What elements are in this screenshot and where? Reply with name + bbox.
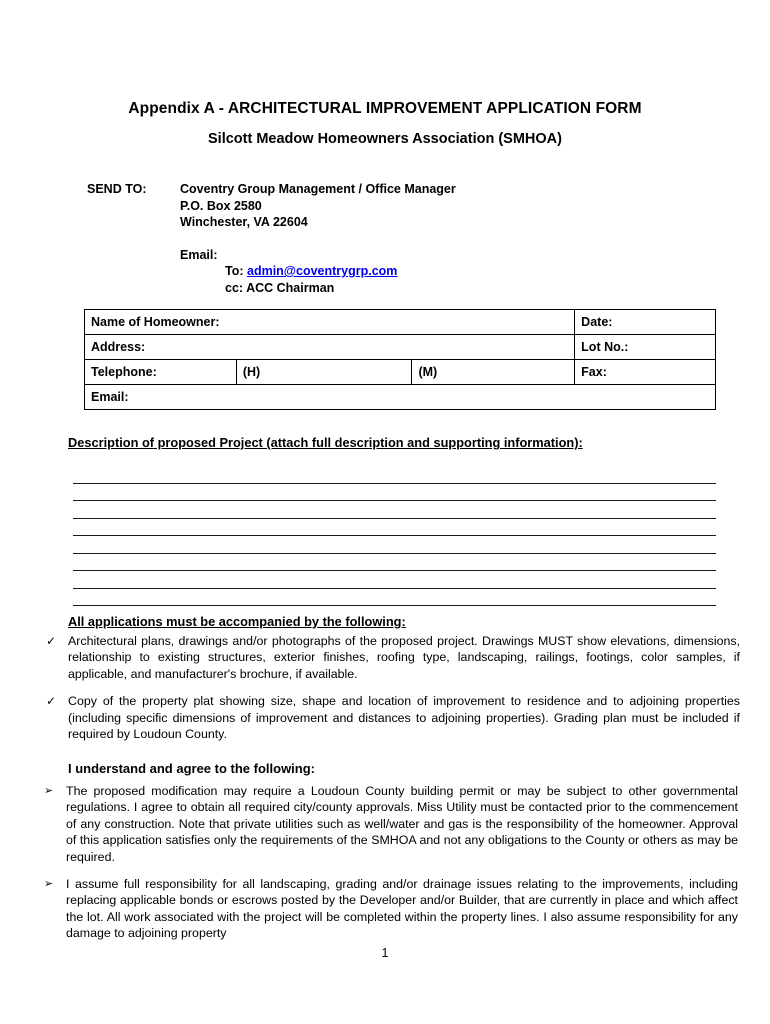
- list-item: [38, 783, 738, 865]
- blank-line[interactable]: [73, 501, 716, 519]
- field-email[interactable]: Email:: [85, 385, 716, 410]
- field-telephone-home[interactable]: (H): [236, 360, 412, 385]
- list-item-text: I assume full responsibility for all landscaping, grading and/or drainage issues relating to the improvements, including replacing applicable bonds or escrows posted by the Developer and/or Builder, that are currently in place and which affect the lot. All work associated with the project will be completed within the property lines. I also assume responsibility for any damage to adjoining property: [66, 877, 738, 941]
- check-mark-icon: ✓: [46, 634, 57, 648]
- field-address[interactable]: Address:: [85, 335, 575, 360]
- table-row: [85, 385, 716, 410]
- arrowhead-icon: ➢: [44, 878, 54, 891]
- agreement-list: [38, 783, 738, 953]
- email-label: Email:: [180, 247, 218, 262]
- blank-line[interactable]: [73, 484, 716, 502]
- check-mark-icon: ✓: [46, 694, 57, 709]
- email-to-prefix: To:: [225, 264, 244, 278]
- send-to-line-3: Winchester, VA 22604: [180, 215, 308, 229]
- list-item-text: Copy of the property plat showing size, shape and location of improvement to residence and to adjoining properties (including specific dimensions of improvement and distances to adjoining properties). Grading plan must be included if required by Loudoun County.: [68, 694, 740, 742]
- table-row: [85, 360, 716, 385]
- admin-email-link[interactable]: admin@coventrygrp.com: [247, 264, 398, 278]
- send-to-email-block: [87, 247, 707, 297]
- blank-line[interactable]: [73, 554, 716, 572]
- send-to-line-1: Coventry Group Management / Office Manager: [180, 182, 456, 196]
- agreement-section-heading: I understand and agree to the following:: [68, 761, 316, 776]
- blank-line[interactable]: [73, 536, 716, 554]
- field-telephone[interactable]: Telephone:: [85, 360, 237, 385]
- list-item-text: The proposed modification may require a Loudoun County building permit or may be subject to other governmental regulations. I agree to obtain all required city/county approvals. Miss Utility must be contacted prior to the commencement of any construction. Note that private utilities such as well/water and gas is the responsibility of the homeowner. Approval of this application satisfies only the requirements of the SMHOA and not any obligations to the County or others as may be required.: [66, 784, 738, 864]
- list-item-text: Architectural plans, drawings and/or photographs of the proposed project. Drawings MUST show elevations, dimensions, relationship to existing structures, exterior finishes, roofing type, landscaping, railings, footings, color samples, if applicable, and manufacturer's brochure, if available.: [68, 634, 740, 681]
- list-item: [40, 693, 740, 742]
- blank-line[interactable]: [73, 571, 716, 589]
- blank-line[interactable]: [73, 519, 716, 537]
- homeowner-info-table: [84, 309, 716, 410]
- page-number: 1: [381, 946, 389, 960]
- list-item: [40, 633, 740, 682]
- send-to-line-2: P.O. Box 2580: [180, 198, 262, 213]
- send-to-block: [87, 181, 707, 296]
- email-cc-row: cc: ACC Chairman: [225, 280, 335, 295]
- field-date[interactable]: Date:: [575, 310, 716, 335]
- blank-line[interactable]: [73, 466, 716, 484]
- blank-line[interactable]: [73, 589, 716, 607]
- requirements-section-heading: All applications must be accompanied by the following:: [68, 614, 406, 629]
- field-fax[interactable]: Fax:: [575, 360, 716, 385]
- list-item: [38, 876, 738, 942]
- requirements-list: [40, 633, 740, 753]
- email-to-row: [180, 263, 707, 280]
- table-row: [85, 310, 716, 335]
- page-title: Appendix A - ARCHITECTURAL IMPROVEMENT APPLICATION FORM: [128, 100, 642, 117]
- field-telephone-mobile[interactable]: (M): [412, 360, 575, 385]
- table-row: [85, 335, 716, 360]
- arrowhead-icon: ➢: [44, 785, 54, 797]
- page-subtitle: Silcott Meadow Homeowners Association (SMHOA): [208, 131, 562, 147]
- send-to-address: [180, 181, 707, 231]
- field-lot-no[interactable]: Lot No.:: [575, 335, 716, 360]
- send-to-label: SEND TO:: [87, 182, 147, 196]
- field-name-of-homeowner[interactable]: Name of Homeowner:: [85, 310, 575, 335]
- description-write-in-area[interactable]: [73, 466, 716, 606]
- description-section-heading: Description of proposed Project (attach full description and supporting information):: [68, 435, 583, 450]
